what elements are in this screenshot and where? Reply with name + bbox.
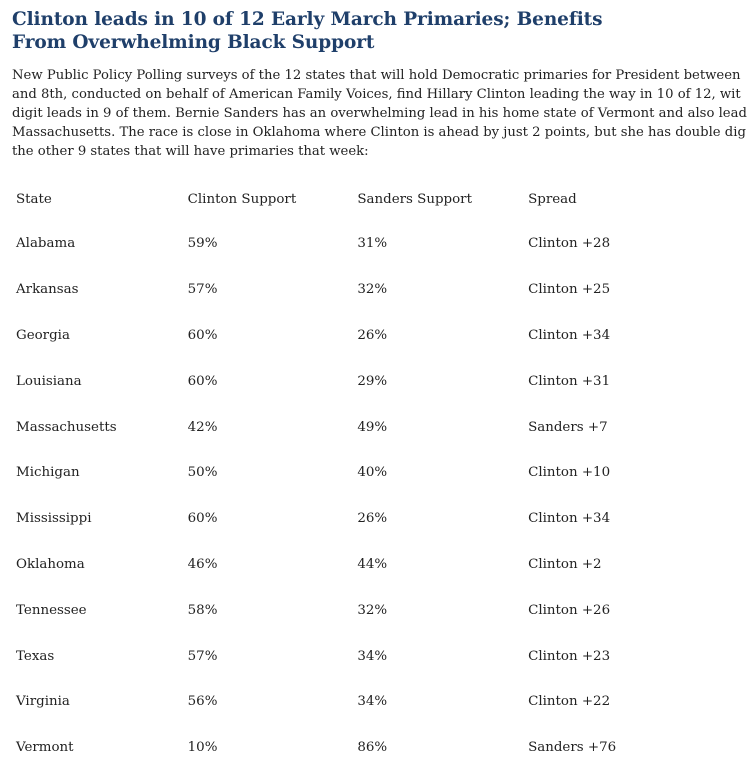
sanders-support-cell: 32% — [357, 282, 388, 298]
spread-cell: Clinton +25 — [528, 282, 611, 298]
clinton-support-cell: 60% — [187, 373, 218, 389]
spread-cell: Clinton +34 — [528, 327, 611, 343]
state-cell: Louisiana — [16, 373, 82, 389]
clinton-support-cell: 46% — [187, 556, 218, 572]
state-cell: Vermont — [16, 740, 74, 756]
state-cell: Alabama — [16, 236, 76, 252]
state-cell: Virginia — [16, 694, 70, 710]
intro-line: the other 9 states that will have primaries that week: — [12, 144, 369, 159]
table-row — [16, 633, 638, 679]
sanders-support-cell: 49% — [357, 419, 388, 435]
table-row — [16, 542, 638, 588]
table-row — [16, 450, 638, 496]
spread-cell: Clinton +2 — [528, 556, 602, 572]
header-clinton-support: Clinton Support — [187, 191, 297, 207]
sanders-support-cell: 32% — [357, 602, 388, 618]
state-cell: Texas — [16, 648, 55, 664]
results-table — [16, 177, 638, 771]
table-row — [16, 404, 638, 450]
article-intro — [12, 66, 747, 161]
sanders-support-cell: 29% — [357, 373, 388, 389]
sanders-support-cell: 31% — [357, 236, 388, 252]
header-state: State — [16, 191, 52, 207]
sanders-support-cell: 86% — [357, 740, 388, 756]
spread-cell: Clinton +10 — [528, 465, 611, 481]
clinton-support-cell: 58% — [187, 602, 218, 618]
state-cell: Tennessee — [16, 602, 87, 618]
table-row — [16, 679, 638, 725]
spread-cell: Clinton +23 — [528, 648, 611, 664]
sanders-support-cell: 44% — [357, 556, 388, 572]
clinton-support-cell: 50% — [187, 465, 218, 481]
clinton-support-cell: 56% — [187, 694, 218, 710]
state-cell: Oklahoma — [16, 556, 85, 572]
spread-cell: Clinton +28 — [528, 236, 611, 252]
state-cell: Georgia — [16, 327, 70, 343]
intro-line: and 8th, conducted on behalf of American Family Voices, find Hillary Clinton leading the way in 10 of 12, wit — [12, 87, 741, 102]
article-headline: Clinton leads in 10 of 12 Early March Primaries; Benefits From Overwhelming Black Support — [12, 9, 603, 53]
sanders-support-cell: 26% — [357, 327, 388, 343]
clinton-support-cell: 57% — [187, 648, 218, 664]
clinton-support-cell: 42% — [187, 419, 218, 435]
sanders-support-cell: 26% — [357, 511, 388, 527]
spread-cell: Clinton +26 — [528, 602, 611, 618]
table-row — [16, 267, 638, 313]
intro-line: New Public Policy Polling surveys of the 12 states that will hold Democratic primaries for President between — [12, 68, 741, 83]
table-row — [16, 358, 638, 404]
clinton-support-cell: 60% — [187, 511, 218, 527]
table-row — [16, 496, 638, 542]
sanders-support-cell: 34% — [357, 694, 388, 710]
spread-cell: Clinton +22 — [528, 694, 611, 710]
clinton-support-cell: 57% — [187, 282, 218, 298]
spread-cell: Clinton +34 — [528, 511, 611, 527]
clinton-support-cell: 59% — [187, 236, 218, 252]
spread-cell: Sanders +7 — [528, 419, 608, 435]
intro-line: Massachusetts. The race is close in Oklahoma where Clinton is ahead by just 2 points, but she has double dig — [12, 125, 746, 140]
table-row — [16, 313, 638, 359]
header-sanders-support: Sanders Support — [357, 191, 472, 207]
table-row — [16, 725, 638, 771]
sanders-support-cell: 40% — [357, 465, 388, 481]
clinton-support-cell: 10% — [187, 740, 218, 756]
state-cell: Mississippi — [16, 511, 92, 527]
table-body — [16, 221, 638, 771]
intro-line: digit leads in 9 of them. Bernie Sanders has an overwhelming lead in his home state of Vermont and also lead — [12, 106, 747, 121]
state-cell: Arkansas — [16, 282, 79, 298]
table-row — [16, 221, 638, 267]
sanders-support-cell: 34% — [357, 648, 388, 664]
state-cell: Massachusetts — [16, 419, 117, 435]
table-header-row — [16, 177, 638, 221]
header-spread: Spread — [528, 191, 577, 207]
spread-cell: Clinton +31 — [528, 373, 611, 389]
table-row — [16, 587, 638, 633]
spread-cell: Sanders +76 — [528, 740, 617, 756]
state-cell: Michigan — [16, 465, 80, 481]
clinton-support-cell: 60% — [187, 327, 218, 343]
